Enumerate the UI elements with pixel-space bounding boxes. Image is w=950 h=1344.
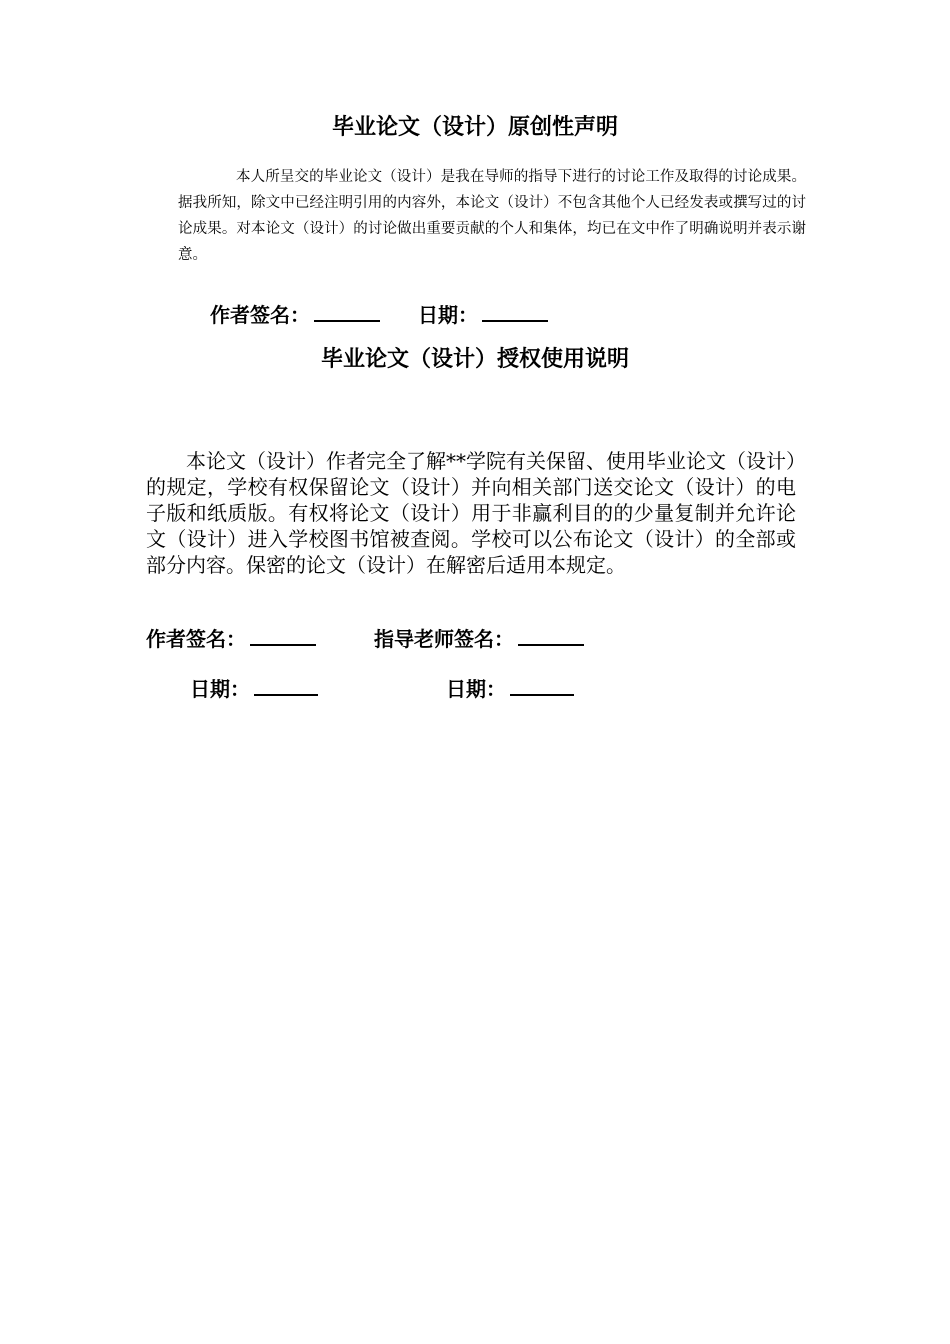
- authorization-date-left: [190, 672, 318, 703]
- date-label: 日期：: [190, 677, 250, 701]
- authorization-title: 毕业论文（设计）授权使用说明: [320, 346, 629, 372]
- date-label: 日期：: [446, 677, 506, 701]
- date-blank: [510, 672, 574, 696]
- date-label: 日期：: [418, 303, 478, 327]
- author-signature-blank: [250, 622, 316, 646]
- originality-statement: 本人所呈交的毕业论文（设计）是我在导师的指导下进行的讨论工作及取得的讨论成果。据我所知，除文中已经注明引用的内容外，本论文（设计）不包含其他个人已经发表或撰写过的讨论成果。对本论文（设计）的讨论做出重要贡献的个人和集体，均已在文中作了明确说明并表示谢意。: [178, 169, 806, 263]
- originality-date: [418, 298, 548, 329]
- date-blank: [254, 672, 318, 696]
- originality-title: 毕业论文（设计）原创性声明: [331, 114, 618, 140]
- authorization-author-signature: [146, 622, 316, 653]
- authorization-date-right: [446, 672, 574, 703]
- advisor-signature-label: 指导老师签名：: [374, 627, 514, 651]
- authorization-statement: 本论文（设计）作者完全了解**学院有关保留、使用毕业论文（设计）的规定，学校有权保留论文（设计）并向相关部门送交论文（设计）的电子版和纸质版。有权将论文（设计）用于非赢利目的的少量复制并允许论文（设计）进入学校图书馆被查阅。学校可以公布论文（设计）的全部或部分内容。保密的论文（设计）在解密后适用本规定。: [146, 449, 796, 577]
- author-signature-label: 作者签名：: [146, 627, 246, 651]
- date-blank: [482, 298, 548, 322]
- author-signature-label: 作者签名：: [210, 303, 310, 327]
- originality-author-signature: [210, 298, 380, 329]
- author-signature-blank: [314, 298, 380, 322]
- advisor-signature-blank: [518, 622, 584, 646]
- authorization-advisor-signature: [374, 622, 584, 653]
